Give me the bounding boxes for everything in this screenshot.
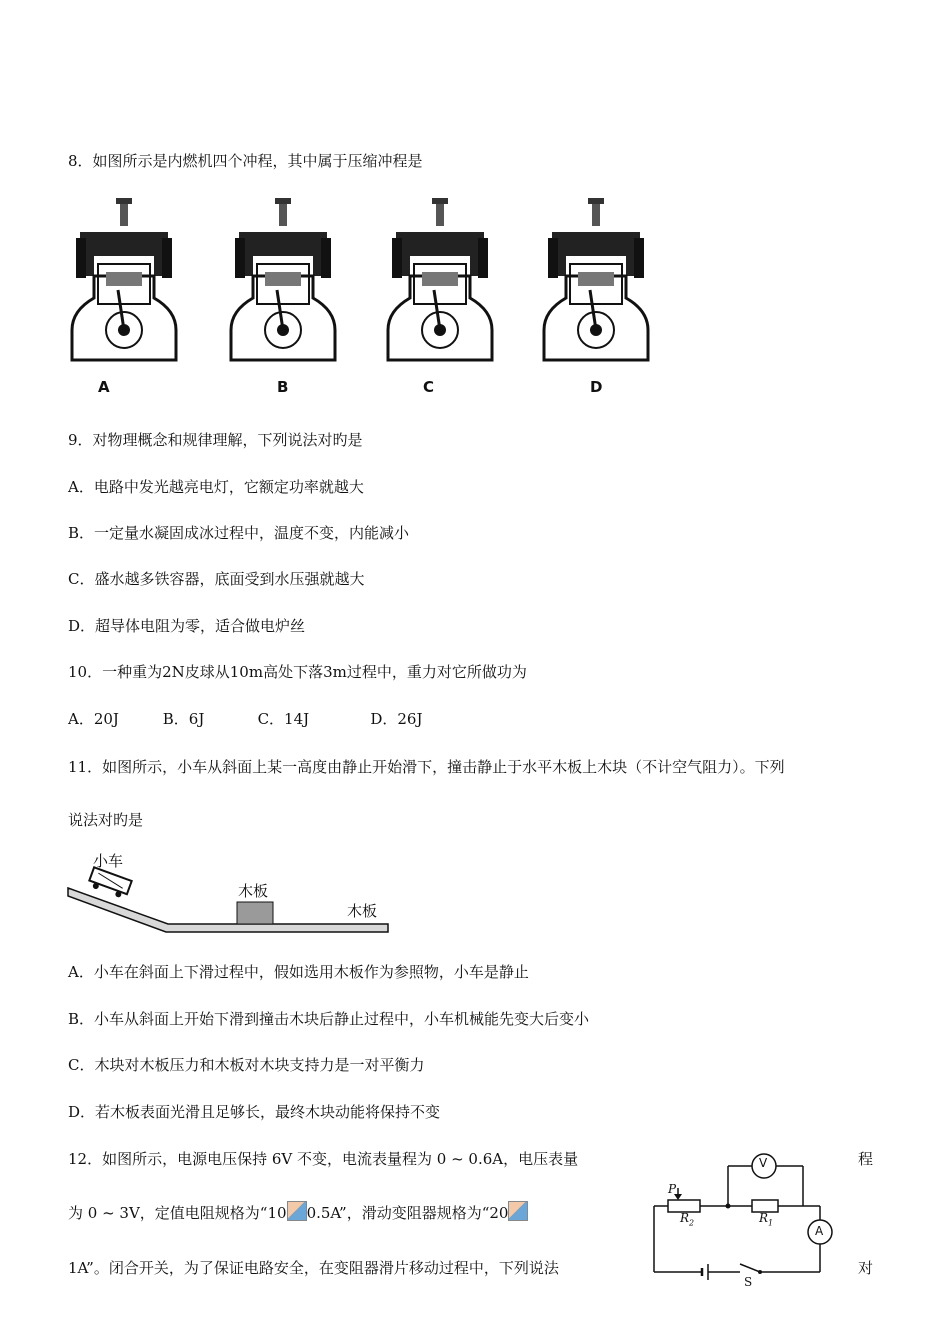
omega-glyph-icon	[508, 1201, 528, 1221]
engine-label-c: C	[423, 378, 435, 396]
q8-text: 8．如图所示是内燃机四个冲程，其中属于压缩冲程是	[68, 152, 423, 170]
q9-option-c: C．盛水越多铁容器，底面受到水压强就越大	[68, 570, 365, 588]
q10-text: 10．一种重为2N皮球从10m高处下落3m过程中，重力对它所做功为	[68, 663, 527, 681]
q9-option-b: B．一定量水凝固成冰过程中，温度不变，内能减小	[68, 524, 410, 542]
circuit-diagram	[648, 1150, 848, 1290]
q10-options	[68, 709, 422, 729]
q11-option-c: C．木块对木板压力和木板对木块支持力是一对平衡力	[68, 1056, 425, 1074]
r2-label: $R_2$	[680, 1211, 695, 1228]
q11-option-b: B．小车从斜面上开始下滑到撞击木块后静止过程中，小车机械能先变大后变小	[68, 1010, 590, 1028]
q9-option-a: A．电路中发光越亮电灯，它额定功率就越大	[68, 478, 364, 496]
omega-glyph-icon	[287, 1201, 307, 1221]
switch-label: S	[744, 1275, 753, 1289]
q10-option-a: A．20J	[68, 710, 119, 728]
q11-text-line2: 说法对旳是	[68, 811, 144, 829]
engine-label-a: A	[98, 378, 110, 396]
engine-figure-row	[0, 192, 950, 392]
q9-text: 9．对物理概念和规律理解，下列说法对旳是	[68, 431, 363, 449]
q12-line3-end: 对	[858, 1259, 874, 1277]
q11-option-a: A．小车在斜面上下滑过程中，假如选用木板作为参照物，小车是静止	[68, 963, 529, 981]
ammeter-label: A	[815, 1224, 824, 1238]
engine-label-d: D	[590, 378, 603, 396]
q11-text-line1: 11．如图所示，小车从斜面上某一高度由静止开始滑下，撞击静止于水平木板上木块（不计空气阻力）。下列	[68, 758, 785, 776]
q12-line2	[68, 1201, 528, 1223]
cart-label: 小车	[93, 852, 124, 870]
q10-option-d: D．26J	[370, 710, 423, 728]
q10-option-c: C．14J	[257, 710, 310, 728]
r1-label: $R_1$	[759, 1211, 774, 1228]
q12-line1: 12．如图所示，电源电压保持 6V 不变，电流表量程为 0 ~ 0.6A，电压表量	[68, 1150, 579, 1168]
q10-option-b: B．6J	[162, 710, 205, 728]
slider-p-label: P	[668, 1182, 677, 1196]
q12-line2-b: 0.5A”，滑动变阻器规格为“20	[306, 1204, 509, 1222]
board-label: 木板	[347, 902, 378, 920]
block-label: 木板	[238, 882, 269, 900]
q11-option-d: D．若木板表面光滑且足够长，最终木块动能将保持不变	[68, 1103, 441, 1121]
q12-line2-a: 为 0 ~ 3V，定值电阻规格为“10	[68, 1204, 287, 1222]
q12-line1-end: 程	[858, 1150, 874, 1168]
q9-option-d: D．超导体电阻为零，适合做电炉丝	[68, 617, 306, 635]
q12-line3: 1A”。闭合开关，为了保证电路安全，在变阻器滑片移动过程中，下列说法	[68, 1259, 559, 1277]
voltmeter-label: V	[759, 1156, 768, 1170]
engine-label-b: B	[277, 378, 289, 396]
